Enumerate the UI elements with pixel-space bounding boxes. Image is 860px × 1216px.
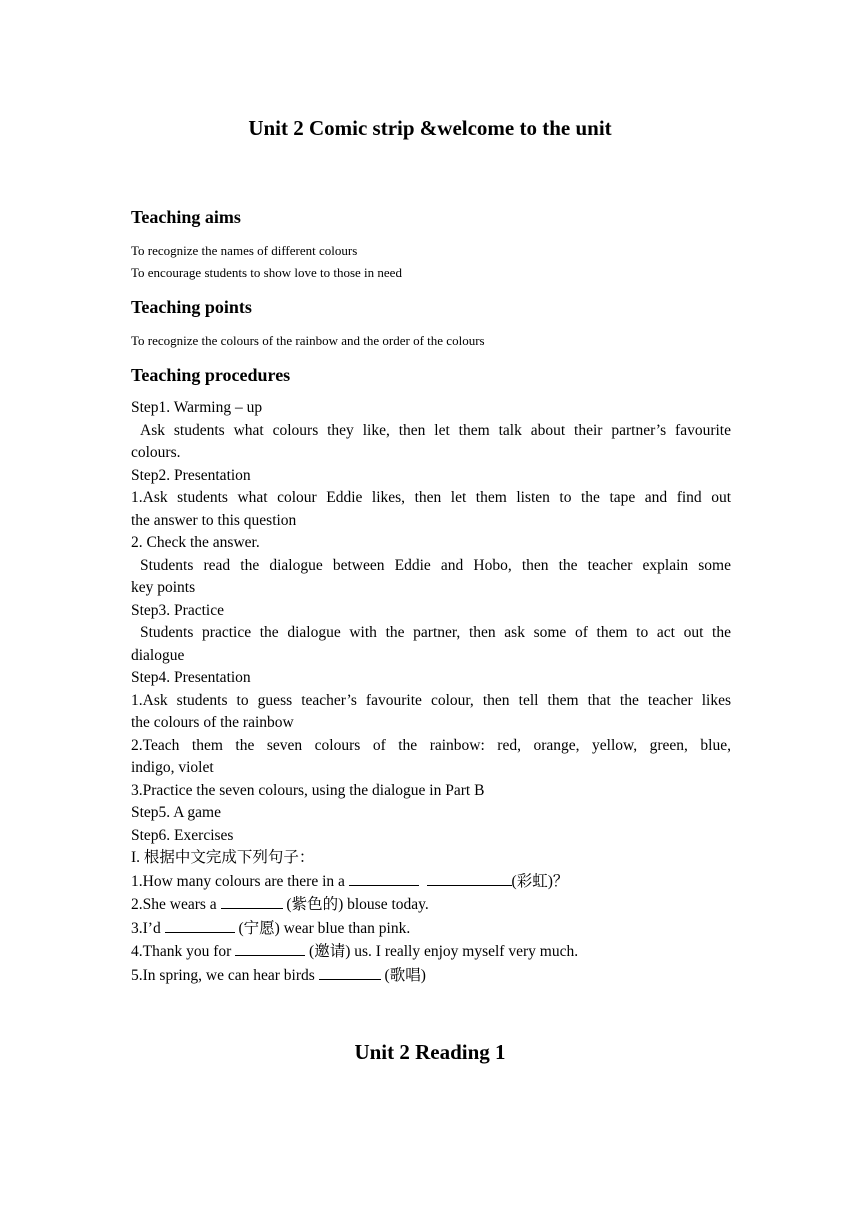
aim-item: To encourage students to show love to those in need — [131, 265, 402, 280]
exercise-item: 5.In spring, we can hear birds (歌唱) — [131, 964, 731, 988]
procedures-heading: Teaching procedures — [131, 365, 291, 385]
exercise-item: 4.Thank you for (邀请) us. I really enjoy myself very much. — [131, 940, 731, 964]
procedure-line: Ask students what colours they like, then let them talk about their partner’s favourite — [140, 421, 731, 439]
next-section-title: Unit 2 Reading 1 — [354, 1040, 506, 1064]
procedure-line: Step5. A game — [131, 804, 221, 821]
procedure-line: 2.Teach them the seven colours of the rainbow: red, orange, yellow, green, blue, — [131, 736, 731, 754]
exercise-item: 3.I’d (宁愿) wear blue than pink. — [131, 917, 731, 941]
aims-heading: Teaching aims — [131, 207, 241, 227]
aims-list — [131, 240, 731, 284]
procedure-line: the colours of the rainbow — [131, 714, 294, 731]
procedures-body — [131, 397, 731, 987]
answer-blank — [349, 870, 419, 886]
exercise-item: 1.How many colours are there in a (彩虹)？ — [131, 870, 731, 894]
procedure-line: 1.Ask students to guess teacher’s favourite colour, then tell them that the teacher likes — [131, 691, 731, 709]
points-list — [131, 330, 731, 352]
procedure-line: Step3. Practice — [131, 601, 224, 619]
procedure-line: the answer to this question — [131, 511, 297, 529]
procedure-line: 1.Ask students what colour Eddie likes, then let them listen to the tape and find out — [131, 489, 731, 506]
exercise-instruction: I. 根据中文完成下列句子： — [131, 849, 315, 866]
answer-blank — [221, 893, 283, 909]
answer-blank — [319, 964, 381, 980]
procedure-line: key points — [131, 579, 196, 596]
procedure-line: 3.Practice the seven colours, using the dialogue in Part B — [131, 781, 485, 799]
procedure-line: Step4. Presentation — [131, 669, 251, 686]
points-heading: Teaching points — [131, 297, 252, 317]
point-item: To recognize the colours of the rainbow and the order of the colours — [131, 333, 485, 348]
page-title: Unit 2 Comic strip &welcome to the unit — [248, 116, 612, 140]
procedure-line: Step1. Warming – up — [131, 399, 263, 416]
procedure-line: colours. — [131, 444, 181, 461]
procedure-line: Students read the dialogue between Eddie and Hobo, then the teacher explain some — [140, 556, 731, 574]
procedure-line: indigo, violet — [131, 759, 214, 776]
procedure-line: 2. Check the answer. — [131, 534, 260, 551]
aim-item: To recognize the names of different colours — [131, 243, 358, 258]
answer-blank — [235, 940, 305, 956]
procedure-line: Step6. Exercises — [131, 826, 234, 844]
exercise-item: 2.She wears a (紫色的) blouse today. — [131, 893, 731, 917]
answer-blank — [165, 917, 235, 933]
answer-blank — [427, 870, 512, 886]
procedure-line: Step2. Presentation — [131, 466, 251, 484]
procedure-line: dialogue — [131, 646, 185, 664]
procedure-line: Students practice the dialogue with the partner, then ask some of them to act out the — [140, 624, 731, 641]
